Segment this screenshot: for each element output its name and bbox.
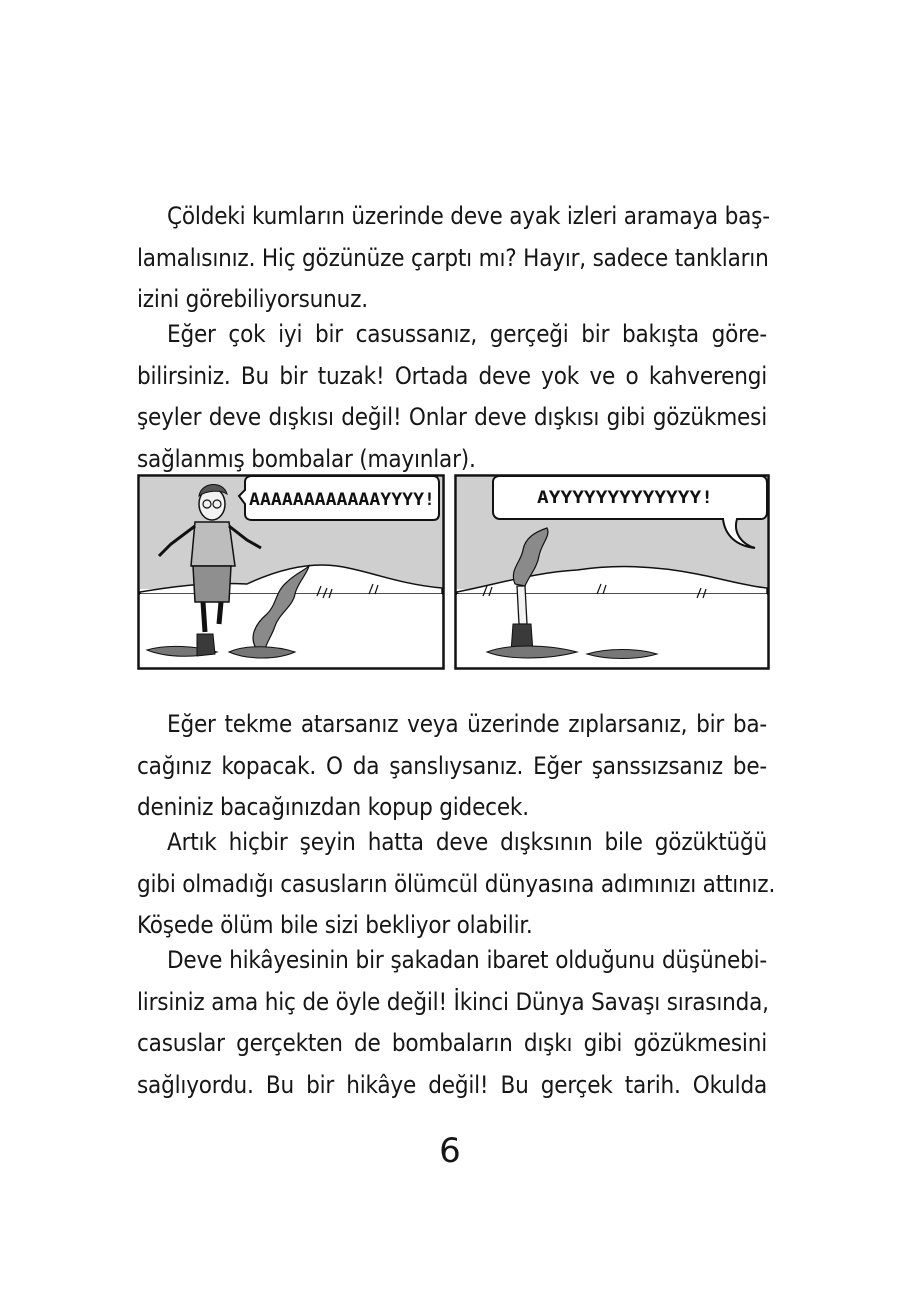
- text-line: Çöldeki kumların üzerinde deve ayak izleri aramaya baş-: [167, 202, 770, 230]
- page-number: 6: [439, 1131, 461, 1171]
- comic-strip: [137, 474, 770, 670]
- text-line: deniniz bacağınızdan kopup gidecek.: [137, 793, 529, 821]
- text-line: lirsiniz ama hiç de öyle değil! İkinci Dünya Savaşı sırasında,: [137, 987, 769, 1016]
- text-line: casuslar gerçekten de bombaların dışkı gibi gözükmesini: [137, 1029, 767, 1057]
- text-line: izini görebiliyorsunuz.: [137, 285, 368, 313]
- text-line: gibi olmadığı casusların ölümcül dünyasına adımınızı attınız.: [137, 869, 776, 898]
- text-line: Eğer çok iyi bir casussanız, gerçeği bir bakışta göre-: [167, 320, 767, 348]
- comic-panel-2: [456, 476, 769, 669]
- text-line: cağınız kopacak. O da şanslıysanız. Eğer şanssızsanız be-: [137, 751, 767, 780]
- speech-text-2: AYYYYYYYYYYYYY!: [537, 488, 713, 508]
- text-line: Köşede ölüm bile sizi bekliyor olabilir.: [137, 911, 533, 939]
- comic-panel-1: [139, 476, 444, 669]
- text-line: Deve hikâyesinin bir şakadan ibaret olduğunu düşünebi-: [167, 946, 767, 974]
- text-line: Eğer tekme atarsanız veya üzerinde zıplarsanız, bir ba-: [167, 710, 767, 738]
- paragraph-3: [137, 704, 767, 829]
- text-line: sağlıyordu. Bu bir hikâye değil! Bu gerçek tarih. Okulda: [137, 1070, 767, 1099]
- text-line: lamalısınız. Hiç gözünüze çarptı mı? Hayır, sadece tankların: [137, 243, 769, 272]
- text-line: sağlanmış bombalar (mayınlar).: [137, 444, 476, 473]
- paragraph-2: [137, 314, 767, 480]
- text-line: Artık hiçbir şeyin hatta deve dışksının bile gözüktüğü: [167, 828, 767, 856]
- text-line: şeyler deve dışkısı değil! Onlar deve dışkısı gibi gözükmesi: [137, 403, 767, 431]
- text-line: bilirsiniz. Bu bir tuzak! Ortada deve yok ve o kahverengi: [137, 361, 767, 390]
- paragraph-5: [137, 940, 767, 1106]
- speech-text-1: AAAAAAAAAAAAYYYY!: [249, 490, 435, 510]
- paragraph-1: [137, 196, 770, 321]
- paragraph-4: [137, 822, 776, 947]
